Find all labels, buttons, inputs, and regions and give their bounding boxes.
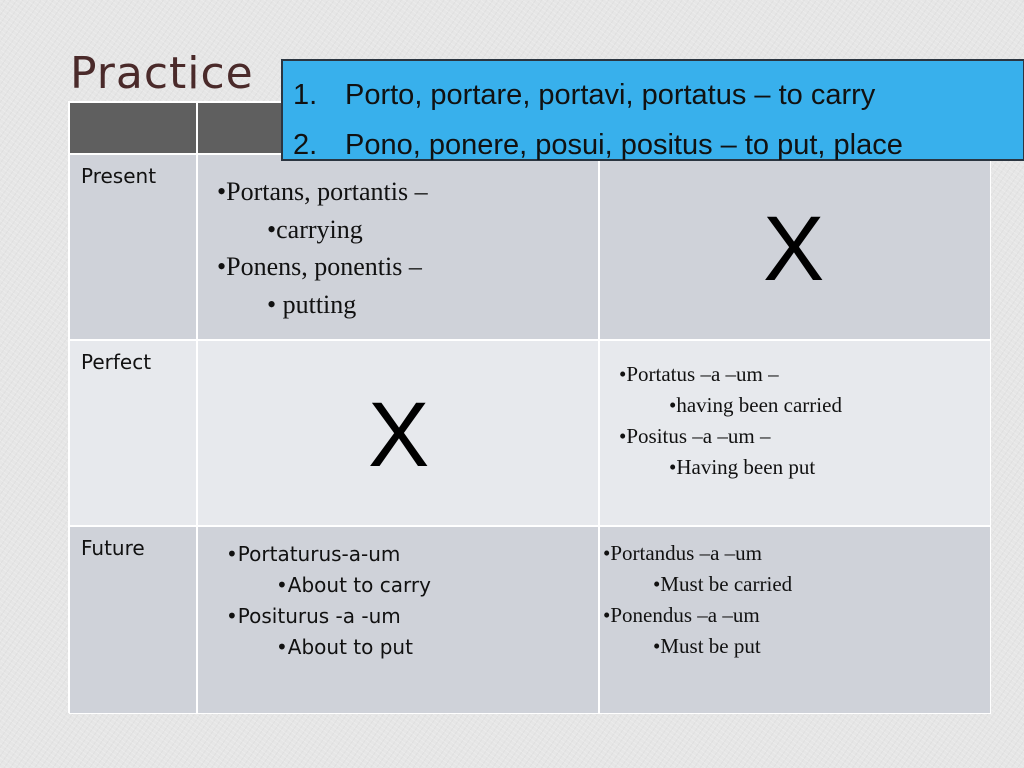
- verb-principal-parts-box: [281, 59, 1024, 161]
- list-text: Pono, ponere, posui, positus – to put, place: [345, 129, 903, 161]
- slide-title: Practice: [70, 48, 254, 99]
- not-applicable-mark: X: [368, 384, 430, 486]
- row-label-text: Perfect: [81, 350, 152, 374]
- list-item: • carrying: [217, 211, 598, 249]
- list-item: [293, 70, 1023, 120]
- row-label-future: [69, 526, 197, 714]
- perfect-col1-cell: [197, 340, 599, 526]
- header-cell-1: [69, 102, 197, 154]
- future-col1-cell: [197, 526, 599, 714]
- list-item: • About to put: [226, 632, 598, 663]
- list-item: • having been carried: [619, 390, 990, 421]
- list-item: • Ponens, ponentis –: [217, 248, 598, 286]
- list-item: • Portaturus-a-um: [226, 539, 598, 570]
- list-item: • Having been put: [619, 452, 990, 483]
- list-item: • putting: [217, 286, 598, 324]
- list-item: • Ponendus –a –um: [603, 600, 990, 631]
- list-item: • Must be carried: [603, 569, 990, 600]
- list-item: • About to carry: [226, 570, 598, 601]
- row-label-text: Future: [81, 536, 145, 560]
- perfect-col2-cell: [599, 340, 991, 526]
- list-number: 1.: [293, 79, 318, 111]
- verb-list: [283, 61, 1023, 170]
- future-col1-list: [198, 527, 598, 663]
- list-item: • Portatus –a –um –: [619, 359, 990, 390]
- list-item: [293, 120, 1023, 170]
- row-label-text: Present: [81, 164, 157, 188]
- list-item: • Must be put: [603, 631, 990, 662]
- list-item: • Positus –a –um –: [619, 421, 990, 452]
- list-item: • Portandus –a –um: [603, 538, 990, 569]
- present-col2-cell: [599, 154, 991, 340]
- list-text: Porto, portare, portavi, portatus – to carry: [345, 79, 876, 111]
- present-col1-list: [198, 155, 598, 323]
- present-col1-cell: [197, 154, 599, 340]
- future-col2-list: [600, 527, 990, 662]
- perfect-col2-list: [600, 341, 990, 483]
- list-number: 2.: [293, 129, 318, 161]
- not-applicable-mark: X: [763, 198, 825, 300]
- future-col2-cell: [599, 526, 991, 714]
- row-label-present: [69, 154, 197, 340]
- row-label-perfect: [69, 340, 197, 526]
- list-item: • Positurus -a -um: [226, 601, 598, 632]
- participle-table: [68, 101, 990, 713]
- list-item: • Portans, portantis –: [217, 173, 598, 211]
